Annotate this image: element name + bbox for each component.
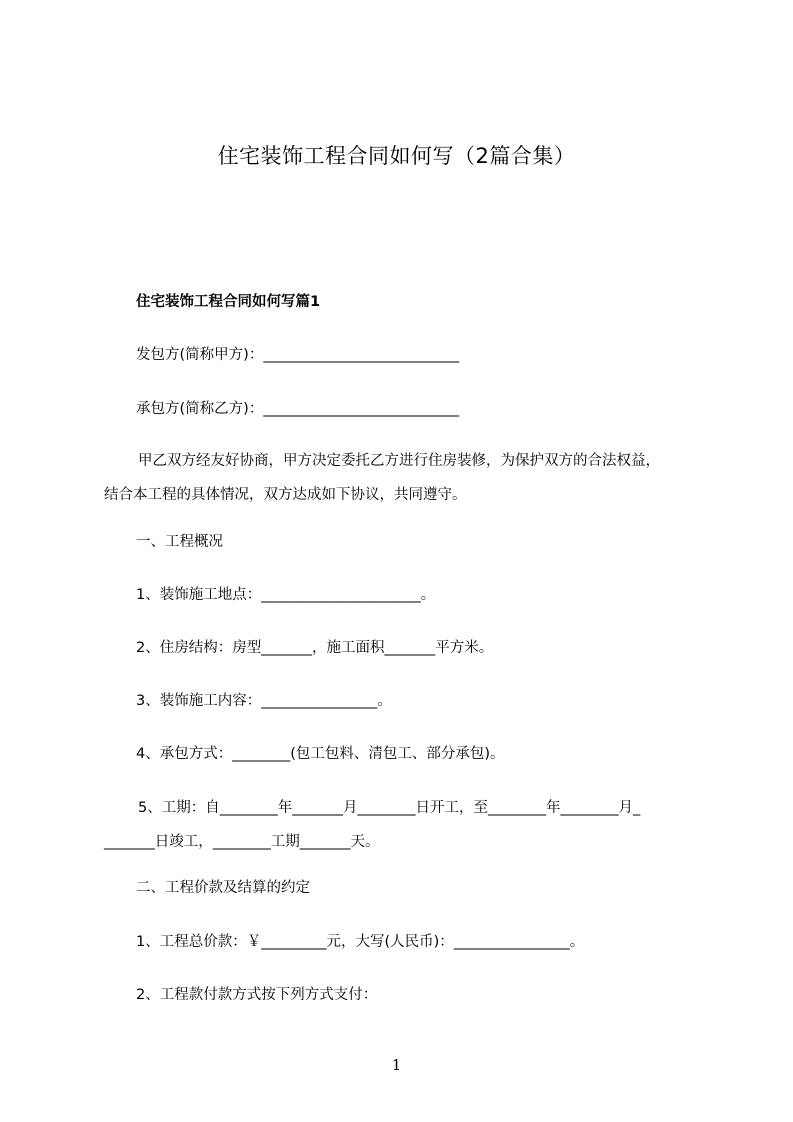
item-schedule-line-1: 5、工期：自________年_______月________日开工，至________年________月_ — [138, 800, 641, 816]
item-contract-method: 4、承包方式：________(包工包料、清包工、部分承包)。 — [136, 746, 505, 762]
item-content: 3、装饰施工内容：________________。 — [136, 693, 392, 709]
section-heading-part1: 住宅装饰工程合同如何写篇1 — [136, 294, 321, 310]
price-item-total: 1、工程总价款：￥_________元，大写(人民币)：________________。 — [136, 934, 585, 950]
item-location: 1、装饰施工地点：______________________。 — [136, 587, 436, 603]
party-b-line: 承包方(简称乙方)：___________________________ — [136, 401, 460, 417]
item-schedule-line-2: _______日竣工，________工期_______天。 — [104, 834, 380, 850]
intro-line-2: 结合本工程的具体情况，双方达成如下协议，共同遵守。 — [104, 487, 467, 503]
price-item-payment: 2、工程款付款方式按下列方式支付： — [136, 987, 378, 1003]
intro-paragraph — [104, 444, 704, 512]
item-structure: 2、住房结构：房型_______，施工面积_______平方米。 — [136, 640, 494, 656]
intro-line-1: 甲乙双方经友好协商，甲方决定委托乙方进行住房装修，为保护双方的合法权益， — [138, 453, 660, 469]
section2-heading: 二、工程价款及结算的约定 — [136, 880, 310, 896]
item-schedule — [104, 791, 704, 859]
party-a-line: 发包方(简称甲方)：___________________________ — [136, 347, 460, 363]
page-number: 1 — [391, 1056, 402, 1074]
document-title: 住宅装饰工程合同如何写（2篇合集） — [217, 144, 576, 168]
section1-heading: 一、工程概况 — [136, 534, 223, 550]
